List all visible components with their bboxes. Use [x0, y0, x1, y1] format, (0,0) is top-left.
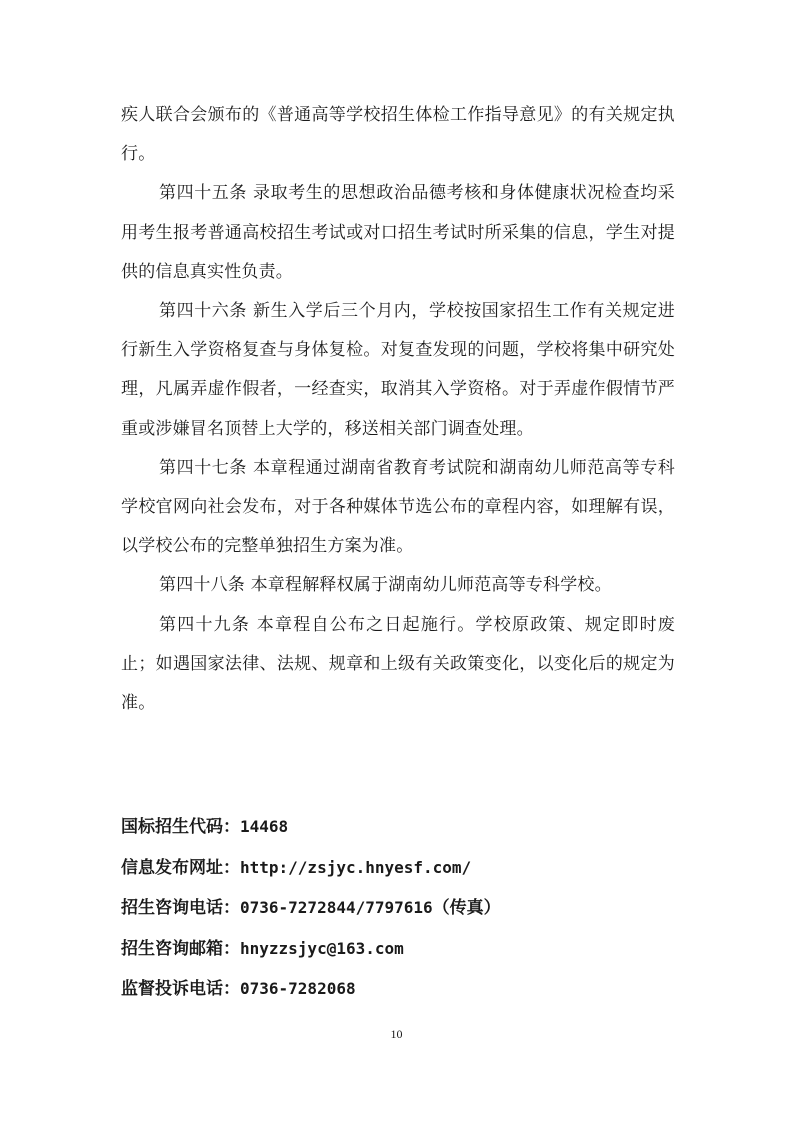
phone-value: 0736-7272844/7797616 — [240, 898, 433, 917]
page-number: 10 — [390, 1027, 403, 1041]
phone-label: 招生咨询电话： — [121, 898, 240, 918]
website-row — [121, 848, 681, 889]
article-46: 第四十六条 新生入学后三个月内，学校按国家招生工作有关规定进行新生入学资格复查与身体复检。对复查发现的问题，学校将集中研究处理，凡属弄虚作假者，一经查实，取消其入学资格。对于弄虚作假情节严重或涉嫌冒名顶替上大学的，移送相关部门调查处理。 — [121, 301, 675, 439]
article-47: 第四十七条 本章程通过湖南省教育考试院和湖南幼儿师范高等专科学校官网向社会发布，对于各种媒体节选公布的章程内容，如理解有误，以学校公布的完整单独招生方案为准。 — [121, 457, 675, 557]
email-link[interactable]: hnyzzsjyc@163.com — [240, 938, 404, 958]
complaint-value: 0736-7282068 — [240, 979, 356, 998]
website-label: 信息发布网址： — [121, 857, 240, 878]
email-row — [121, 929, 681, 970]
enrollment-code-label: 国标招生代码： — [121, 817, 240, 837]
paragraph-continuation: 疾人联合会颁布的《普通高等学校招生体检工作指导意见》的有关规定执行。 — [121, 105, 675, 165]
enrollment-code-value: 14468 — [240, 817, 289, 836]
article-49: 第四十九条 本章程自公布之日起施行。学校原政策、规定即时废止；如遇国家法律、法规、规章和上级有关政策变化，以变化后的规定为准。 — [121, 614, 675, 714]
enrollment-code-row — [121, 807, 681, 848]
email-label: 招生咨询邮箱： — [121, 938, 240, 959]
fax-note: （传真） — [432, 898, 501, 918]
contact-info — [121, 807, 681, 1010]
complaint-row — [121, 969, 681, 1010]
website-link[interactable]: http://zsjyc.hnyesf.com/ — [240, 857, 472, 877]
regulation-text — [121, 96, 675, 723]
article-45: 第四十五条 录取考生的思想政治品德考核和身体健康状况检查均采用考生报考普通高校招生考试或对口招生考试时所采集的信息，学生对提供的信息真实性负责。 — [121, 183, 675, 282]
phone-row — [121, 888, 681, 929]
article-48: 第四十八条 本章程解释权属于湖南幼儿师范高等专科学校。 — [159, 575, 612, 596]
complaint-label: 监督投诉电话： — [121, 979, 240, 999]
